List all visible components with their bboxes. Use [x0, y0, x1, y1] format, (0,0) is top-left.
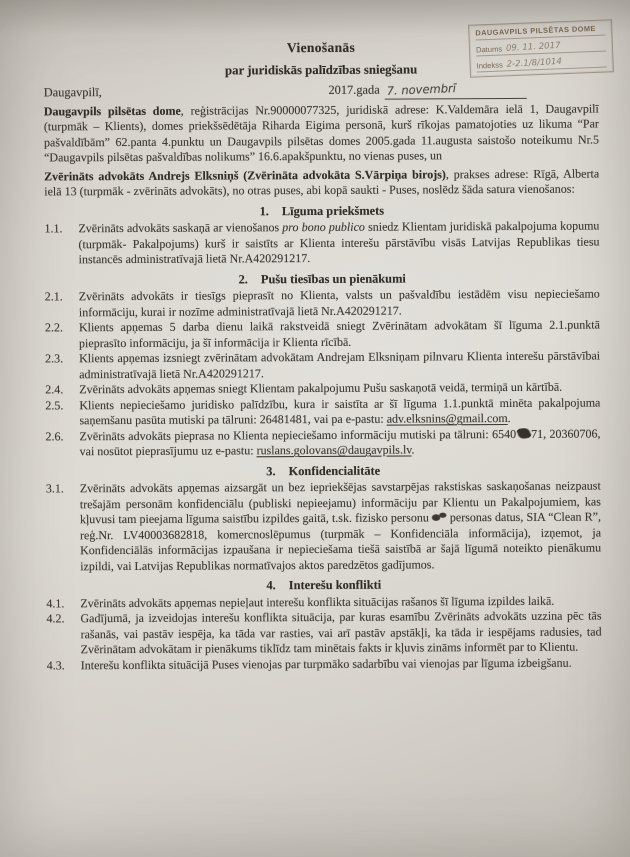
clause-number: 4.2. — [46, 611, 65, 626]
clause-number: 1.1. — [44, 221, 63, 236]
clause-number: 2.6. — [45, 428, 64, 443]
stamp-index-label: Indekss — [476, 60, 503, 71]
text-segment: , reģistrācijas Nr.90000077325, juridiskā adrese: K.Valdemāra ielā 1, Daugavpilī (turpmāk – Klients), domes priekšsēdētāja Riharda Eigima personā, kurš rīkojas pamatojoties uz likuma “Par pašvaldībām” 62.panta 4.punktu un Daugavpils pilsētas domes 2005.gada 11.augusta saistošo noteikumu Nr.5 “Daugavpils pilsētas pašvaldības nolikums” 16.6.apakšpunktu, no vienas puses, un — [43, 101, 600, 165]
clause-2-6 — [45, 426, 600, 460]
section-title: Līguma priekšmets — [281, 203, 385, 218]
clause-1-1 — [44, 219, 599, 268]
clause-3-1 — [46, 479, 601, 575]
clause-text — [79, 395, 600, 429]
text-segment: Gadījumā, ja izveidojas interešu konflikta situācija, par kuras esamību Zvērināts advokāts uzzina pēc tās rašanās, vai pastāv iespēja, ka tāda var rasties, vai arī pastāv apstākļi, ka tāda ir iespējams radusies, tad Zvērinātam advokātam ir pienākums tiklīdz tam minētais fakts ir kļuvis zināms informēt par to Klientu. — [80, 608, 602, 657]
text-segment: . — [411, 442, 415, 457]
clause-text — [79, 318, 600, 352]
clause-number: 2.1. — [44, 289, 63, 304]
preamble-advocate — [44, 166, 599, 200]
text-segment: Zvērināts advokāts pieprasa no Klienta nepieciešamo informāciju mutiski pa tālruni: 6540 — [79, 426, 517, 443]
date-group — [328, 82, 526, 100]
clause-number: 2.5. — [45, 397, 64, 412]
text-segment: Klients nepieciešamo juridisko palīdzību, kura ir saistīta ar šī līguma 1.1.punktā minēta pakalpojuma saņemšanu pasūta mutiski pa tālruni: 26481481, vai pa e-pastu: — [79, 395, 601, 428]
place-label: Daugavpilī, — [43, 85, 102, 100]
text-segment: Klients apņemas izsniegt zvērinātam advokātam Andrejam Elksniņam pilnvaru Klienta interešu pārstāvībai administratīvajā lietā Nr.A420291217. — [79, 348, 601, 381]
text-segment: Zvērināts advokāts saskaņā ar vienošanos — [78, 220, 283, 236]
section-heading-1 — [44, 202, 599, 220]
section-heading-2 — [45, 270, 600, 288]
clause-number: 2.2. — [44, 320, 63, 335]
clause-2-1 — [45, 287, 600, 321]
clause-number: 2.3. — [45, 351, 64, 366]
preamble-client — [44, 101, 599, 166]
ink-mark — [431, 512, 447, 521]
text-segment: 71, 20360706, vai nosūtot pieprasījumu uz e-pastu: — [79, 426, 601, 459]
section-number: 3. — [266, 463, 276, 478]
segment-italic: pro bono publico — [282, 219, 365, 235]
clause-number: 4.3. — [46, 657, 65, 672]
text-segment: Interešu konflikta situācijā Puses vienojas par turpmāko sadarbību vai vienojas par līguma izbeigšanu. — [80, 655, 572, 672]
clause-2-2 — [45, 318, 600, 352]
text-segment: Zvērināts advokāts apņemas sniegt Klientam pakalpojumu Pušu saskaņotā veidā, termiņā un kārtībā. — [79, 379, 563, 397]
section-heading-3 — [46, 462, 601, 480]
text-segment: Zvērināts advokāts ir tiesīgs pieprasīt no Klienta, valsts un pašvaldību iestādēm visu nepieciešamo informāciju, kurai ir nozīme administratīvajā lietā Nr.A420291217. — [78, 286, 600, 319]
document-title: Vienošanās — [286, 39, 356, 56]
section-number: 1. — [259, 203, 269, 218]
clause-4-3 — [47, 655, 602, 673]
segment-underline: adv.elksnins@gmail.com — [386, 410, 508, 426]
stamp-index-value: 2-2.1/8/1014 — [506, 56, 563, 70]
section-title: Interešu konflikti — [288, 577, 382, 593]
stamp-organization: DAUGAVPILS PILSĒTAS DOME — [475, 24, 605, 41]
section-number: 4. — [266, 578, 276, 593]
segment-bold: Daugavpils pilsētas dome — [43, 103, 181, 118]
text-segment: Klients apņemas 5 darba dienu laikā rakstveidā sniegt Zvērinātam advokātam šī līguma 2.1.punktā pieprasīto informāciju, ja šī informācija ir Klienta rīcībā. — [78, 317, 600, 350]
clause-number: 3.1. — [45, 481, 64, 496]
segment-bold: Zvērināts advokāts Andrejs Elksniņš (Zvērināta advokāta S.Vārpiņa birojs) — [44, 166, 446, 183]
clause-text — [80, 479, 601, 575]
handwritten-date: 7. novembrī — [386, 81, 457, 98]
clause-number: 2.4. — [45, 382, 64, 397]
clause-text — [78, 219, 599, 268]
dateline — [44, 82, 599, 101]
date-underline — [385, 82, 527, 99]
segment-underline: ruslans.golovans@daugavpils.lv — [256, 442, 412, 458]
text-segment: Zvērināts advokāts apņemas aizsargāt un bez iepriekšējas savstarpējas rakstiskas saskaņošanas neizpaust trešajām personām konfidenciālu (publiski nepieejamu) informāciju par Klientu un Pakalpojumiem, kas kļuvusi tam pieejama līguma saistību izpildes gaitā, t.sk. fizisko personu — [79, 478, 601, 527]
text-segment: , prakses adrese: Rīgā, Alberta ielā 13 (turpmāk - zvērināts advokāts), no otras puses, abi kopā saukti - Puses, noslēdz šāda satura vienošanos: — [44, 166, 600, 199]
clause-text — [80, 609, 601, 658]
text-segment: Zvērināts advokāts apņemas nepieļaut interešu konflikta situācijas rašanos šī līguma izpildes laikā. — [80, 593, 555, 610]
text-segment: personas datus, SIA “Clean R”, reģ.Nr. LV40003682818, komercnoslēpumus (turpmāk – Konfidenciāla informācija), izņemot, ja Konfidenciālās informācijas izpaušana ir nepieciešama tiešā saistībā ar šajā līgumā noteikto pienākumu izpildi, vai Latvijas Republikas normatīvajos aktos paredzētos gadījumos. — [80, 509, 602, 573]
ink-blot — [516, 427, 531, 438]
section-number: 2. — [238, 271, 248, 286]
clause-text — [79, 426, 600, 460]
section-title: Pušu tiesības un pienākumi — [260, 271, 406, 286]
clause-4-2 — [46, 609, 601, 658]
date-prefix: 2017.gada — [328, 82, 380, 97]
clause-2-3 — [45, 349, 600, 383]
document-subtitle: par juridiskās palīdzības sniegšanu — [224, 61, 418, 77]
clause-text — [79, 287, 600, 321]
clause-text — [81, 655, 602, 673]
section-heading-4 — [46, 577, 601, 595]
stamp-date-value: 09. 11. 2017 — [505, 40, 562, 54]
clause-2-5 — [45, 395, 600, 429]
section-title: Konfidencialitāte — [288, 463, 381, 478]
text-segment: sniedz Klientam juridiskā pakalpojuma kopumu (turpmāk- Pakalpojums) kurš ir saistīts ar Klienta interešu pārstāvību visās Latvijas Republikas tiesu instancēs administratīvajā lietā Nr.A420291217. — [78, 218, 600, 267]
stamp-date-label: Datums — [475, 44, 503, 55]
clause-number: 4.1. — [46, 595, 65, 610]
text-segment: . — [507, 410, 511, 425]
clause-text — [79, 349, 600, 383]
document-body — [44, 101, 602, 673]
